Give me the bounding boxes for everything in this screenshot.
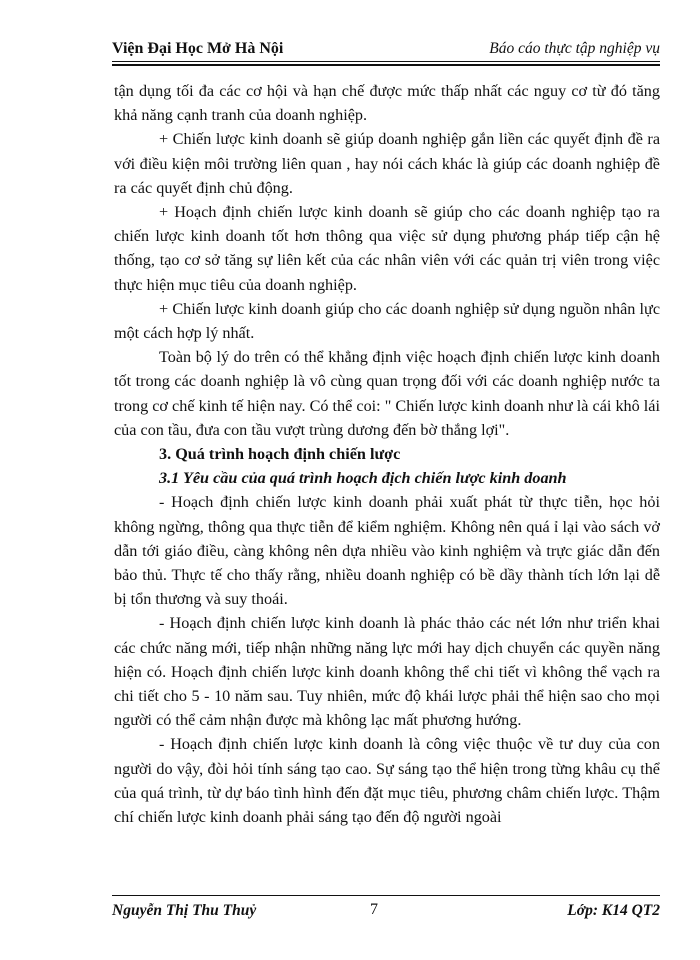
- paragraph-continuation: tận dụng tối đa các cơ hội và hạn chế được mức thấp nhất các nguy cơ từ đó tăng khả năng cạnh tranh của doanh nghiệp.: [114, 82, 660, 125]
- footer-class: Lớp: K14 QT2: [567, 902, 660, 919]
- paragraph-bullet: + Chiến lược kinh doanh sẽ giúp doanh nghiệp gắn liền các quyết định đề ra với điều kiện môi trường liên quan , hay nói cách khác là giúp các doanh nghiệp đề ra các quyết định chủ động.: [114, 130, 660, 197]
- paragraph-bullet: + Chiến lược kinh doanh giúp cho các doanh nghiệp sử dụng nguồn nhân lực một cách hợp lý nhất.: [114, 299, 660, 343]
- paragraph-bullet: + Hoạch định chiến lược kinh doanh sẽ giúp cho các doanh nghiệp tạo ra chiến lược kinh doanh tốt hơn thông qua việc sử dụng phương pháp tiếp cận hệ thống, tạo cơ sở tăng sự liên kết của các nhân viên với các quản trị viên trong việc thực hiện mục tiêu của doanh nghiệp.: [114, 203, 660, 294]
- paragraph-dash: - Hoạch định chiến lược kinh doanh là phác thảo các nét lớn như triển khai các chức năng mới, tiếp nhận những năng lực mới hay dịch chuyển các quyền năng hiện có. Hoạch định chiến lược kinh doanh không thể chi tiết vì không thể vạch ra chi tiết cho 5 - 10 năm sau. Tuy nhiên, mức độ khái lược phải thể hiện sao cho mọi người có thể cảm nhận được mà không lạc mất phương hướng.: [114, 614, 660, 730]
- paragraph-dash: - Hoạch định chiến lược kinh doanh phải xuất phát từ thực tiễn, học hỏi không ngừng, thông qua thực tiễn để kiểm nghiệm. Không nên quá ỉ lại vào sách vở dẫn tới giáo điều, càng không nên dựa nhiều vào kinh nghiệm và trực giác dẫn đến bảo thủ. Thực tế cho thấy rằng, nhiều doanh nghiệp có bề dầy thành tích lớn lại dễ bị tổn thương và suy thoái.: [114, 493, 660, 609]
- subsection-heading: 3.1 Yêu cầu của quá trình hoạch địch chiến lược kinh doanh: [159, 469, 567, 488]
- footer-rule: [112, 895, 660, 896]
- page-body: [114, 79, 660, 829]
- paragraph-conclusion: Toàn bộ lý do trên có thể khẳng định việc hoạch định chiến lược kinh doanh tốt trong các doanh nghiệp là vô cùng quan trọng đối với các doanh nghiệp nước ta trong cơ chế kinh tế hiện nay. Có thể coi: " Chiến lược kinh doanh như là cái khô lái của con tầu, đưa con tầu vượt trùng dương đến bờ thắng lợi".: [114, 348, 660, 439]
- paragraph-dash: - Hoạch định chiến lược kinh doanh là công việc thuộc về tư duy của con người do vậy, đòi hỏi tính sáng tạo cao. Sự sáng tạo thể hiện trong từng khâu cụ thể của quá trình, từ dự báo tình hình đến đặt mục tiêu, phương châm chiến lược. Thậm chí chiến lược kinh doanh phải sáng tạo đến độ người ngoài: [114, 735, 660, 827]
- footer-author: Nguyễn Thị Thu Thuỷ: [112, 902, 257, 919]
- header-institution: Viện Đại Học Mở Hà Nội: [112, 40, 284, 57]
- page-footer: [112, 902, 660, 924]
- header-report-title: Báo cáo thực tập nghiệp vụ: [489, 40, 660, 57]
- header-rule-thin: [112, 61, 660, 62]
- page-header: [112, 40, 660, 62]
- page-number: 7: [370, 901, 378, 918]
- section-heading: 3. Quá trình hoạch định chiến lược: [159, 445, 401, 464]
- header-rule-thick: [112, 64, 660, 66]
